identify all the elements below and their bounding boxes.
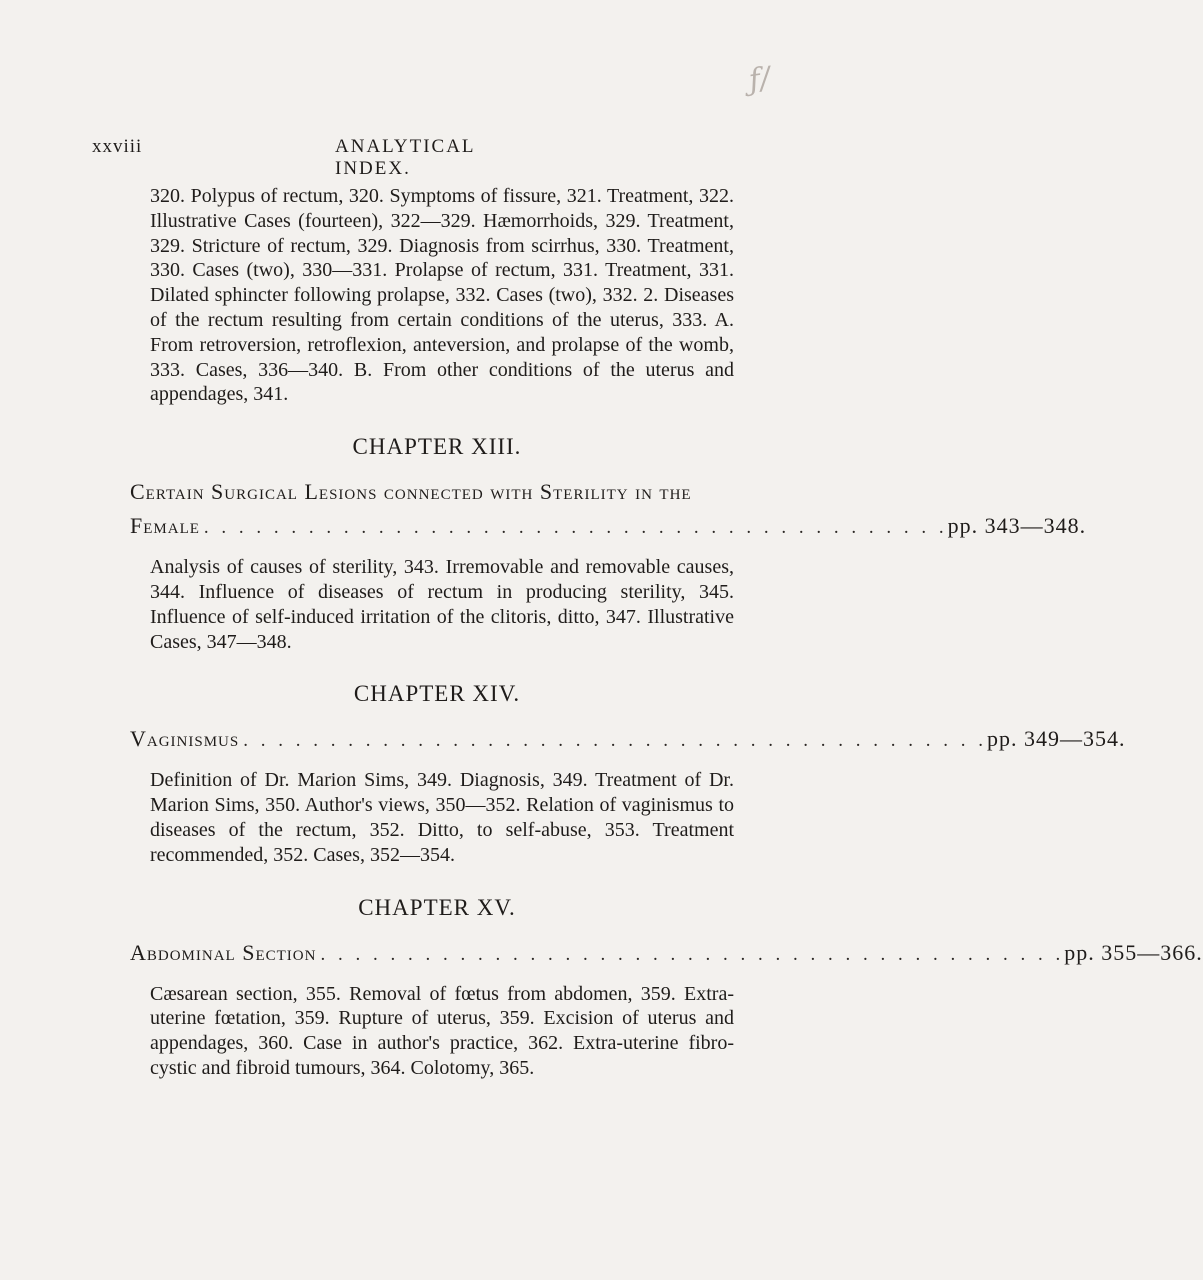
section-title-xv (130, 936, 1203, 972)
chapter-summary-xv: Cæsarean section, 355. Removal of fœtus from abdomen, 359. Extra-uterine fœtation, 359. Rupture of uterus, 359. Excision of uterus and appendages, 360. Case in author's practice, 362. Extra-uterine fibro-cystic and fibroid tumours, 364. Colotomy, 365. (150, 982, 734, 1079)
dot-leader: . . . . . . . . . . . . . . . . . . . . . . . . . . . . . . . . . . . . . . . . . . . (203, 517, 948, 539)
section-title-text: Abdominal Section (130, 939, 317, 965)
page-range: pp. 355—366. (1064, 939, 1203, 965)
page-number: xxviii (92, 136, 143, 157)
page-range: pp. 349—354. (986, 726, 1126, 752)
dot-leader: . . . . . . . . . . . . . . . . . . . . . . . . . . . . . . . . . . . . . . . . . . . (320, 943, 1065, 965)
page-range: pp. 343—348. (947, 513, 1087, 539)
section-title-text: Female (130, 513, 200, 539)
running-head: ANALYTICAL INDEX. (335, 136, 475, 179)
section-title-line (130, 475, 734, 509)
chapter-heading-xv: CHAPTER XV. (358, 894, 516, 920)
section-title-xiv (130, 722, 1126, 758)
chapter-heading-xiv: CHAPTER XIV. (353, 681, 521, 707)
chapter-summary-xiv: Definition of Dr. Marion Sims, 349. Diagnosis, 349. Treatment of Dr. Marion Sims, 350. Author's views, 350—352. Relation of vaginismus to diseases of the rectum, 352. Ditto, to self-abuse, 353. Treatment recommended, 352. Cases, 352—354. (150, 769, 734, 866)
section-title-xiii (130, 475, 1087, 545)
section-title-line (130, 509, 1087, 545)
page-header (92, 136, 522, 179)
section-title-text: Certain Surgical Lesions connected with Sterility in the (130, 479, 692, 505)
chapter-summary-xiii: Analysis of causes of sterility, 343. Irremovable and removable causes, 344. Influence of diseases of rectum in producing sterility, 345. Influence of self-induced irritation of the clitoris, ditto, 347. Illustrative Cases, 347—348. (150, 556, 734, 653)
index-body (130, 184, 1203, 1081)
pencil-annotation: ƒ/ (746, 60, 773, 99)
section-title-line (130, 722, 1126, 758)
section-title-line (130, 936, 1203, 972)
intro-paragraph: 320. Polypus of rectum, 320. Symptoms of fissure, 321. Treatment, 322. Illustrative Cases (fourteen), 322—329. Hæmorrhoids, 329. Treatment, 329. Stricture of rectum, 329. Diagnosis from scirrhus, 330. Treatment, 330. Cases (two), 330—331. Prolapse of rectum, 331. Treatment, 331. Dilated sphincter following prolapse, 332. Cases (two), 332. 2. Diseases of the rectum resulting from certain conditions of the uterus, 333. A. From retroversion, retroflexion, anteversion, and prolapse of the womb, 333. Cases, 336—340. B. From other conditions of the uterus and appendages, 341. (150, 185, 734, 406)
chapter-heading-xiii: CHAPTER XIII. (352, 434, 522, 460)
dot-leader: . . . . . . . . . . . . . . . . . . . . . . . . . . . . . . . . . . . . . . . . . . . (243, 730, 987, 752)
section-title-text: Vaginismus (130, 726, 240, 752)
